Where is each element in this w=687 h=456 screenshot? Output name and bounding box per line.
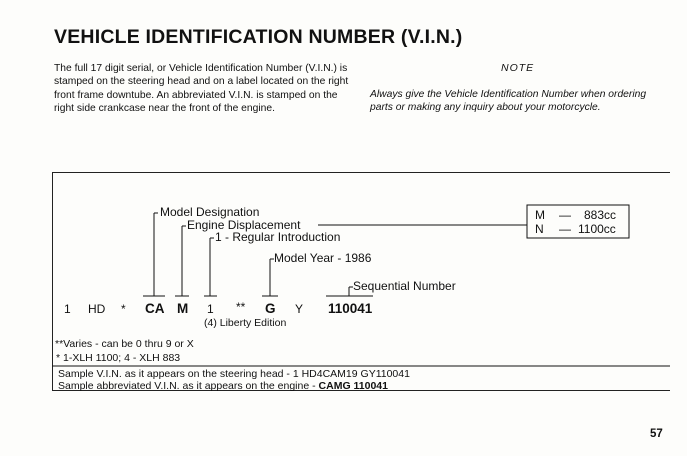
disp-row1-value: 883cc [584,208,617,222]
page-number: 57 [650,428,663,440]
vin-char-hd: HD [88,302,106,316]
disp-row1-code: M [535,208,545,222]
disp-row2-code: N [535,222,544,236]
disp-row2-value: 1100cc [578,222,616,236]
vin-sequential: 110041 [328,301,373,316]
note-heading: NOTE [501,62,535,74]
vin-description-paragraph: The full 17 digit serial, or Vehicle Identification Number (V.I.N.) is stamped on the steering head and on a label located on the right front frame downtube. An abbreviated V.I.N. is stamped on the right side crankcase near the front of the engine. [54,63,349,115]
vin-char-m: M [177,301,189,316]
footnote-models: * 1-XLH 1100; 4 - XLH 883 [56,352,181,364]
sample-full-vin: Sample V.I.N. as it appears on the steering head - 1 HD4CAM19 GY110041 [58,368,410,380]
label-engine-displacement: Engine Displacement [187,218,301,232]
vin-char-star: * [121,302,126,316]
vin-char-g: G [265,301,276,316]
note-text: Always give the Vehicle Identification Number when ordering parts or making any inquiry about your motorcycle. [370,89,647,114]
vin-char-dstar: ** [236,300,246,314]
sample-abbr-code: CAMG 110041 [318,380,388,392]
vin-char-y: Y [295,302,304,316]
label-liberty-edition: (4) Liberty Edition [204,317,287,329]
page-title: VEHICLE IDENTIFICATION NUMBER (V.I.N.) [54,26,463,48]
sample-abbreviated-vin [58,380,388,392]
vin-char-ca: CA [145,301,165,316]
disp-row1-dash: — [559,208,571,222]
label-regular-introduction: 1 - Regular Introduction [215,230,341,244]
footnote-varies: **Varies - can be 0 thru 9 or X [55,338,194,350]
label-sequential-number: Sequential Number [353,279,456,293]
label-model-year: Model Year - 1986 [274,251,372,265]
vin-char-1b: 1 [207,302,214,316]
disp-row2-dash: — [559,222,571,236]
label-model-designation: Model Designation [160,205,260,219]
vin-char-1: 1 [64,302,71,316]
sample-abbr-prefix: Sample abbreviated V.I.N. as it appears on the engine - [58,380,319,392]
